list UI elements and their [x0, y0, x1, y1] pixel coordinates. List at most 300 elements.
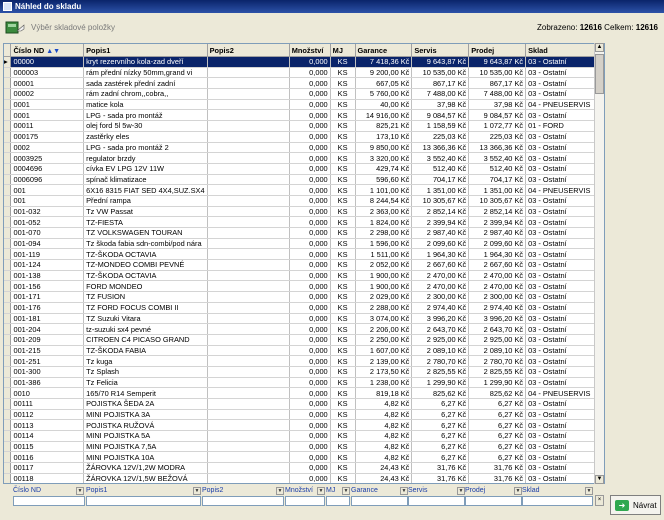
table-cell: 0003925: [11, 153, 84, 164]
table-cell: 6,27 Kč: [469, 452, 526, 463]
table-cell: TZ-ŠKODA OCTAVIA: [84, 249, 207, 260]
table-cell: 03 - Ostatní: [526, 217, 604, 228]
table-cell: 00011: [11, 121, 84, 132]
table-cell: 1 511,00 Kč: [355, 249, 412, 260]
table-cell: KS: [330, 409, 355, 420]
table-cell: 6,27 Kč: [412, 399, 469, 410]
table-cell: KS: [330, 57, 355, 68]
row-indicator[interactable]: [4, 473, 11, 484]
table-cell: 7 488,00 Kč: [469, 89, 526, 100]
table-cell: 03 - Ostatní: [526, 334, 604, 345]
table-row[interactable]: [4, 57, 604, 68]
clear-filter-icon[interactable]: ×: [595, 495, 604, 506]
row-indicator[interactable]: [4, 281, 11, 292]
table-cell: 00000: [11, 57, 84, 68]
filter-input-popis1[interactable]: [86, 496, 201, 506]
table-cell: 1 900,00 Kč: [355, 281, 412, 292]
table-cell: KS: [330, 356, 355, 367]
table-row[interactable]: [4, 153, 604, 164]
table-row[interactable]: [4, 409, 604, 420]
table-row[interactable]: [4, 121, 604, 132]
row-indicator[interactable]: [4, 260, 11, 271]
row-indicator[interactable]: [4, 249, 11, 260]
column-header-prodej[interactable]: Prodej: [469, 44, 526, 57]
filter-dropdown-icon[interactable]: ▼: [277, 488, 283, 494]
table-cell: 0,000: [289, 121, 330, 132]
table-cell: 3 320,00 Kč: [355, 153, 412, 164]
table-cell: 0,000: [289, 131, 330, 142]
table-cell: KS: [330, 217, 355, 228]
table-cell: 03 - Ostatní: [526, 142, 604, 153]
table-cell: 2 470,00 Kč: [412, 270, 469, 281]
row-indicator[interactable]: [4, 163, 11, 174]
stock-select-icon[interactable]: [5, 18, 25, 36]
table-cell: 03 - Ostatní: [526, 420, 604, 431]
table-row[interactable]: [4, 313, 604, 324]
table-cell: KS: [330, 174, 355, 185]
table-cell: 1 299,90 Kč: [412, 377, 469, 388]
table-cell: 00002: [11, 89, 84, 100]
filter-dropdown-icon[interactable]: ▼: [586, 488, 592, 494]
filter-dropdown-icon[interactable]: ▼: [77, 488, 83, 494]
table-row[interactable]: [4, 217, 604, 228]
table-row[interactable]: [4, 67, 604, 78]
table-cell: 2 470,00 Kč: [469, 281, 526, 292]
table-cell: 3 996,20 Kč: [469, 313, 526, 324]
table-row[interactable]: [4, 78, 604, 89]
table-cell: 0,000: [289, 99, 330, 110]
table-cell: 4,82 Kč: [355, 420, 412, 431]
table-cell: 4,82 Kč: [355, 452, 412, 463]
filter-input-servis[interactable]: [408, 496, 465, 506]
table-cell: KS: [330, 334, 355, 345]
table-cell: 0,000: [289, 366, 330, 377]
table-cell: TZ-FIESTA: [84, 217, 207, 228]
row-indicator[interactable]: [4, 452, 11, 463]
row-indicator[interactable]: [4, 356, 11, 367]
filter-label-cislo-nd: Číslo ND: [13, 487, 42, 494]
table-cell: 0010: [11, 388, 84, 399]
column-header-popis1[interactable]: Popis1: [84, 44, 207, 57]
filter-dropdown-icon[interactable]: ▼: [401, 488, 407, 494]
table-cell: 001-070: [11, 228, 84, 239]
row-indicator[interactable]: [4, 431, 11, 442]
table-cell: 2 099,60 Kč: [412, 238, 469, 249]
row-indicator[interactable]: [4, 185, 11, 196]
table-cell: 6,27 Kč: [469, 399, 526, 410]
table-cell: spínač klimatizace: [84, 174, 207, 185]
table-cell: 0,000: [289, 78, 330, 89]
row-indicator[interactable]: [4, 324, 11, 335]
row-indicator[interactable]: [4, 399, 11, 410]
table-cell: 0,000: [289, 324, 330, 335]
table-cell: TZ VOLKSWAGEN TOURAN: [84, 228, 207, 239]
table-row[interactable]: [4, 260, 604, 271]
row-indicator[interactable]: [4, 67, 11, 78]
row-indicator[interactable]: [4, 388, 11, 399]
table-cell: [207, 313, 289, 324]
record-counts: [537, 23, 658, 32]
table-cell: 13 366,36 Kč: [412, 142, 469, 153]
table-cell: 0001: [11, 110, 84, 121]
table-cell: 0,000: [289, 420, 330, 431]
table-cell: 0,000: [289, 67, 330, 78]
shown-value: 12616: [579, 23, 602, 32]
table-row[interactable]: [4, 249, 604, 260]
table-cell: Tz VW Passat: [84, 206, 207, 217]
table-row[interactable]: [4, 356, 604, 367]
table-cell: 9 850,00 Kč: [355, 142, 412, 153]
table-cell: 3 552,40 Kč: [469, 153, 526, 164]
row-indicator[interactable]: [4, 463, 11, 474]
table-cell: [207, 302, 289, 313]
table-cell: sada zastérek přední zadní: [84, 78, 207, 89]
table-row[interactable]: [4, 185, 604, 196]
table-cell: 1 824,00 Kč: [355, 217, 412, 228]
table-cell: KS: [330, 99, 355, 110]
filter-input-garance[interactable]: [351, 496, 408, 506]
column-header-servis[interactable]: Servis: [412, 44, 469, 57]
table-cell: Tz škoda fabia sdn-combi/pod nára: [84, 238, 207, 249]
table-cell: [207, 131, 289, 142]
filter-dropdown-icon[interactable]: ▼: [458, 488, 464, 494]
back-button-label: Návrat: [633, 501, 657, 510]
table-row[interactable]: [4, 206, 604, 217]
row-indicator[interactable]: [4, 441, 11, 452]
row-indicator[interactable]: [4, 78, 11, 89]
table-cell: MINI POJISTKA 7,5A: [84, 441, 207, 452]
table-cell: 0,000: [289, 110, 330, 121]
table-cell: 31,76 Kč: [469, 473, 526, 484]
table-cell: [207, 334, 289, 345]
table-cell: [207, 452, 289, 463]
row-indicator[interactable]: [4, 228, 11, 239]
table-cell: 0,000: [289, 206, 330, 217]
table-cell: 1 072,77 Kč: [469, 121, 526, 132]
row-indicator[interactable]: [4, 142, 11, 153]
table-cell: KS: [330, 249, 355, 260]
table-cell: 0,000: [289, 142, 330, 153]
table-cell: 03 - Ostatní: [526, 292, 604, 303]
row-indicator[interactable]: [4, 302, 11, 313]
filter-label-sklad: Sklad: [522, 487, 540, 494]
column-header-mj[interactable]: MJ: [330, 44, 355, 57]
table-row[interactable]: [4, 420, 604, 431]
table-cell: KS: [330, 377, 355, 388]
table-row[interactable]: [4, 324, 604, 335]
table-cell: 03 - Ostatní: [526, 228, 604, 239]
stock-grid[interactable]: [3, 43, 605, 484]
row-indicator[interactable]: [4, 270, 11, 281]
table-cell: [207, 67, 289, 78]
table-row[interactable]: [4, 270, 604, 281]
table-cell: 0,000: [289, 292, 330, 303]
table-row[interactable]: [4, 431, 604, 442]
table-cell: 001-171: [11, 292, 84, 303]
row-indicator[interactable]: [4, 409, 11, 420]
table-cell: 9 643,87 Kč: [412, 57, 469, 68]
scroll-down-icon[interactable]: ▼: [596, 476, 603, 482]
table-row[interactable]: [4, 292, 604, 303]
table-row[interactable]: [4, 238, 604, 249]
column-header-mnozstvi[interactable]: Množství: [289, 44, 330, 57]
table-cell: 2 029,00 Kč: [355, 292, 412, 303]
table-cell: 03 - Ostatní: [526, 441, 604, 452]
table-cell: 5 760,00 Kč: [355, 89, 412, 100]
table-cell: 0,000: [289, 163, 330, 174]
table-cell: 10 535,00 Kč: [469, 67, 526, 78]
table-row[interactable]: [4, 377, 604, 388]
table-cell: 2 300,00 Kč: [412, 292, 469, 303]
table-cell: 2 852,14 Kč: [412, 206, 469, 217]
table-cell: KS: [330, 185, 355, 196]
table-cell: 0,000: [289, 313, 330, 324]
table-cell: 24,43 Kč: [355, 463, 412, 474]
row-indicator[interactable]: [4, 153, 11, 164]
column-header-popis2[interactable]: Popis2: [207, 44, 289, 57]
table-cell: 0002: [11, 142, 84, 153]
row-indicator[interactable]: [4, 195, 11, 206]
table-cell: 2 925,00 Kč: [469, 334, 526, 345]
filter-bar: [3, 487, 603, 509]
table-cell: 03 - Ostatní: [526, 356, 604, 367]
table-cell: Tz Felicia: [84, 377, 207, 388]
table-cell: KS: [330, 260, 355, 271]
table-cell: LPG - sada pro montáž: [84, 110, 207, 121]
row-indicator[interactable]: [4, 377, 11, 388]
table-cell: [207, 121, 289, 132]
table-cell: 001-094: [11, 238, 84, 249]
table-row[interactable]: [4, 345, 604, 356]
table-cell: 03 - Ostatní: [526, 89, 604, 100]
table-cell: 1 101,00 Kč: [355, 185, 412, 196]
table-cell: 2 173,50 Kč: [355, 366, 412, 377]
table-cell: 3 074,00 Kč: [355, 313, 412, 324]
row-indicator[interactable]: [4, 121, 11, 132]
table-cell: TZ FUSION: [84, 292, 207, 303]
table-cell: 00112: [11, 409, 84, 420]
filter-dropdown-icon[interactable]: ▼: [318, 488, 324, 494]
table-row[interactable]: [4, 452, 604, 463]
table-cell: 03 - Ostatní: [526, 399, 604, 410]
table-row[interactable]: [4, 441, 604, 452]
row-indicator[interactable]: [4, 313, 11, 324]
table-cell: 4,82 Kč: [355, 399, 412, 410]
table-cell: 000175: [11, 131, 84, 142]
table-cell: 04 - PNEUSERVIS: [526, 185, 604, 196]
table-cell: 0,000: [289, 441, 330, 452]
table-cell: 03 - Ostatní: [526, 324, 604, 335]
table-cell: 2 099,60 Kč: [469, 238, 526, 249]
table-cell: 225,03 Kč: [469, 131, 526, 142]
row-indicator[interactable]: [4, 366, 11, 377]
table-cell: 03 - Ostatní: [526, 409, 604, 420]
table-cell: 03 - Ostatní: [526, 270, 604, 281]
row-indicator[interactable]: [4, 334, 11, 345]
table-cell: 03 - Ostatní: [526, 249, 604, 260]
table-cell: KS: [330, 238, 355, 249]
table-cell: 9 643,87 Kč: [469, 57, 526, 68]
table-cell: 03 - Ostatní: [526, 377, 604, 388]
table-row[interactable]: [4, 163, 604, 174]
row-indicator[interactable]: [4, 238, 11, 249]
filter-input-mnozstvi[interactable]: [285, 496, 325, 506]
table-cell: [207, 110, 289, 121]
table-cell: 1 596,00 Kč: [355, 238, 412, 249]
table-cell: 03 - Ostatní: [526, 463, 604, 474]
vertical-scrollbar[interactable]: [594, 43, 604, 484]
table-cell: 596,60 Kč: [355, 174, 412, 185]
table-cell: FORD MONDEO: [84, 281, 207, 292]
table-cell: 1 964,30 Kč: [469, 249, 526, 260]
table-cell: 03 - Ostatní: [526, 366, 604, 377]
table-cell: 0004696: [11, 163, 84, 174]
table-row[interactable]: [4, 302, 604, 313]
header-row: [4, 44, 604, 57]
table-row[interactable]: [4, 228, 604, 239]
table-row[interactable]: [4, 281, 604, 292]
table-cell: 2 298,00 Kč: [355, 228, 412, 239]
back-button[interactable]: [610, 495, 661, 515]
filter-dropdown-icon[interactable]: ▼: [515, 488, 521, 494]
column-header-sklad[interactable]: Sklad: [526, 44, 604, 57]
filter-input-cislo-nd[interactable]: [13, 496, 85, 506]
filter-dropdown-icon[interactable]: ▼: [194, 488, 200, 494]
table-cell: 1 158,59 Kč: [412, 121, 469, 132]
table-cell: 1 351,00 Kč: [412, 185, 469, 196]
table-cell: 3 552,40 Kč: [412, 153, 469, 164]
table-cell: KS: [330, 292, 355, 303]
table-cell: 0,000: [289, 473, 330, 484]
table-cell: 001: [11, 195, 84, 206]
table-cell: 0,000: [289, 238, 330, 249]
table-cell: [207, 260, 289, 271]
table-cell: 001-052: [11, 217, 84, 228]
table-cell: 2 825,55 Kč: [469, 366, 526, 377]
table-cell: 03 - Ostatní: [526, 163, 604, 174]
row-indicator[interactable]: [4, 206, 11, 217]
column-header-garance[interactable]: Garance: [355, 44, 412, 57]
table-cell: 03 - Ostatní: [526, 345, 604, 356]
table-row[interactable]: [4, 334, 604, 345]
table-row[interactable]: [4, 174, 604, 185]
table-cell: MINI POJISTKA 5A: [84, 431, 207, 442]
row-indicator[interactable]: [4, 217, 11, 228]
table-cell: KS: [330, 89, 355, 100]
filter-input-mj[interactable]: [326, 496, 350, 506]
table-cell: TZ-ŠKODA FABIA: [84, 345, 207, 356]
table-cell: 03 - Ostatní: [526, 78, 604, 89]
table-row[interactable]: [4, 89, 604, 100]
table-cell: 2 987,40 Kč: [469, 228, 526, 239]
table-cell: TZ-ŠKODA OCTAVIA: [84, 270, 207, 281]
table-cell: [207, 270, 289, 281]
table-cell: 4,82 Kč: [355, 431, 412, 442]
column-header-cislo-nd[interactable]: [11, 44, 84, 57]
table-cell: POJISTKA RUŽOVÁ: [84, 420, 207, 431]
filter-dropdown-icon[interactable]: ▼: [343, 488, 349, 494]
table-cell: KS: [330, 388, 355, 399]
table-cell: 00115: [11, 441, 84, 452]
table-row[interactable]: [4, 473, 604, 484]
table-cell: 6,27 Kč: [412, 420, 469, 431]
total-value: 12616: [635, 23, 658, 32]
row-indicator[interactable]: [4, 174, 11, 185]
row-indicator[interactable]: [4, 110, 11, 121]
table-row[interactable]: [4, 463, 604, 474]
table-cell: 1 900,00 Kč: [355, 270, 412, 281]
table-cell: 31,76 Kč: [412, 473, 469, 484]
current-row-indicator-icon[interactable]: ▸: [4, 57, 11, 68]
table-cell: KS: [330, 313, 355, 324]
table-cell: 429,74 Kč: [355, 163, 412, 174]
table-cell: 0,000: [289, 463, 330, 474]
table-cell: 2 643,70 Kč: [412, 324, 469, 335]
table-cell: 03 - Ostatní: [526, 473, 604, 484]
table-cell: [207, 345, 289, 356]
table-cell: [207, 377, 289, 388]
table-row[interactable]: [4, 99, 604, 110]
row-indicator[interactable]: [4, 345, 11, 356]
table-row[interactable]: [4, 131, 604, 142]
table-cell: [207, 420, 289, 431]
table-cell: [207, 409, 289, 420]
table-row[interactable]: [4, 366, 604, 377]
table-cell: 04 - PNEUSERVIS: [526, 99, 604, 110]
filter-input-sklad[interactable]: [522, 496, 593, 506]
table-row[interactable]: [4, 142, 604, 153]
table-cell: TZ FORD FOCUS COMBI II: [84, 302, 207, 313]
table-cell: 0,000: [289, 174, 330, 185]
row-indicator[interactable]: [4, 89, 11, 100]
table-cell: 0,000: [289, 388, 330, 399]
table-cell: 2 089,10 Kč: [469, 345, 526, 356]
table-cell: 2 399,94 Kč: [412, 217, 469, 228]
table-cell: 6,27 Kč: [412, 431, 469, 442]
table-cell: 10 305,67 Kč: [469, 195, 526, 206]
row-indicator[interactable]: [4, 99, 11, 110]
table-cell: zastěrky eles: [84, 131, 207, 142]
row-indicator[interactable]: [4, 131, 11, 142]
table-cell: [207, 238, 289, 249]
row-indicator[interactable]: [4, 292, 11, 303]
table-cell: 001-386: [11, 377, 84, 388]
filter-label-popis1: Popis1: [86, 487, 108, 494]
table-cell: 6,27 Kč: [412, 409, 469, 420]
table-cell: 6,27 Kč: [469, 409, 526, 420]
table-cell: 03 - Ostatní: [526, 174, 604, 185]
scroll-thumb[interactable]: [595, 54, 604, 94]
table-cell: 0,000: [289, 334, 330, 345]
row-indicator[interactable]: [4, 420, 11, 431]
table-cell: KS: [330, 110, 355, 121]
table-cell: 0,000: [289, 217, 330, 228]
table-cell: 00117: [11, 463, 84, 474]
table-row[interactable]: [4, 399, 604, 410]
table-cell: 3 996,20 Kč: [412, 313, 469, 324]
table-row[interactable]: [4, 110, 604, 121]
table-cell: MINI POJISTKA 3A: [84, 409, 207, 420]
table-cell: 512,40 Kč: [412, 163, 469, 174]
filter-label-mnozstvi: Množství: [285, 487, 314, 494]
filter-input-popis2[interactable]: [202, 496, 284, 506]
filter-input-prodej[interactable]: [465, 496, 522, 506]
table-row[interactable]: [4, 195, 604, 206]
table-cell: 2 925,00 Kč: [412, 334, 469, 345]
scroll-up-icon[interactable]: ▲: [596, 44, 603, 50]
table-row[interactable]: [4, 388, 604, 399]
table-cell: KS: [330, 281, 355, 292]
